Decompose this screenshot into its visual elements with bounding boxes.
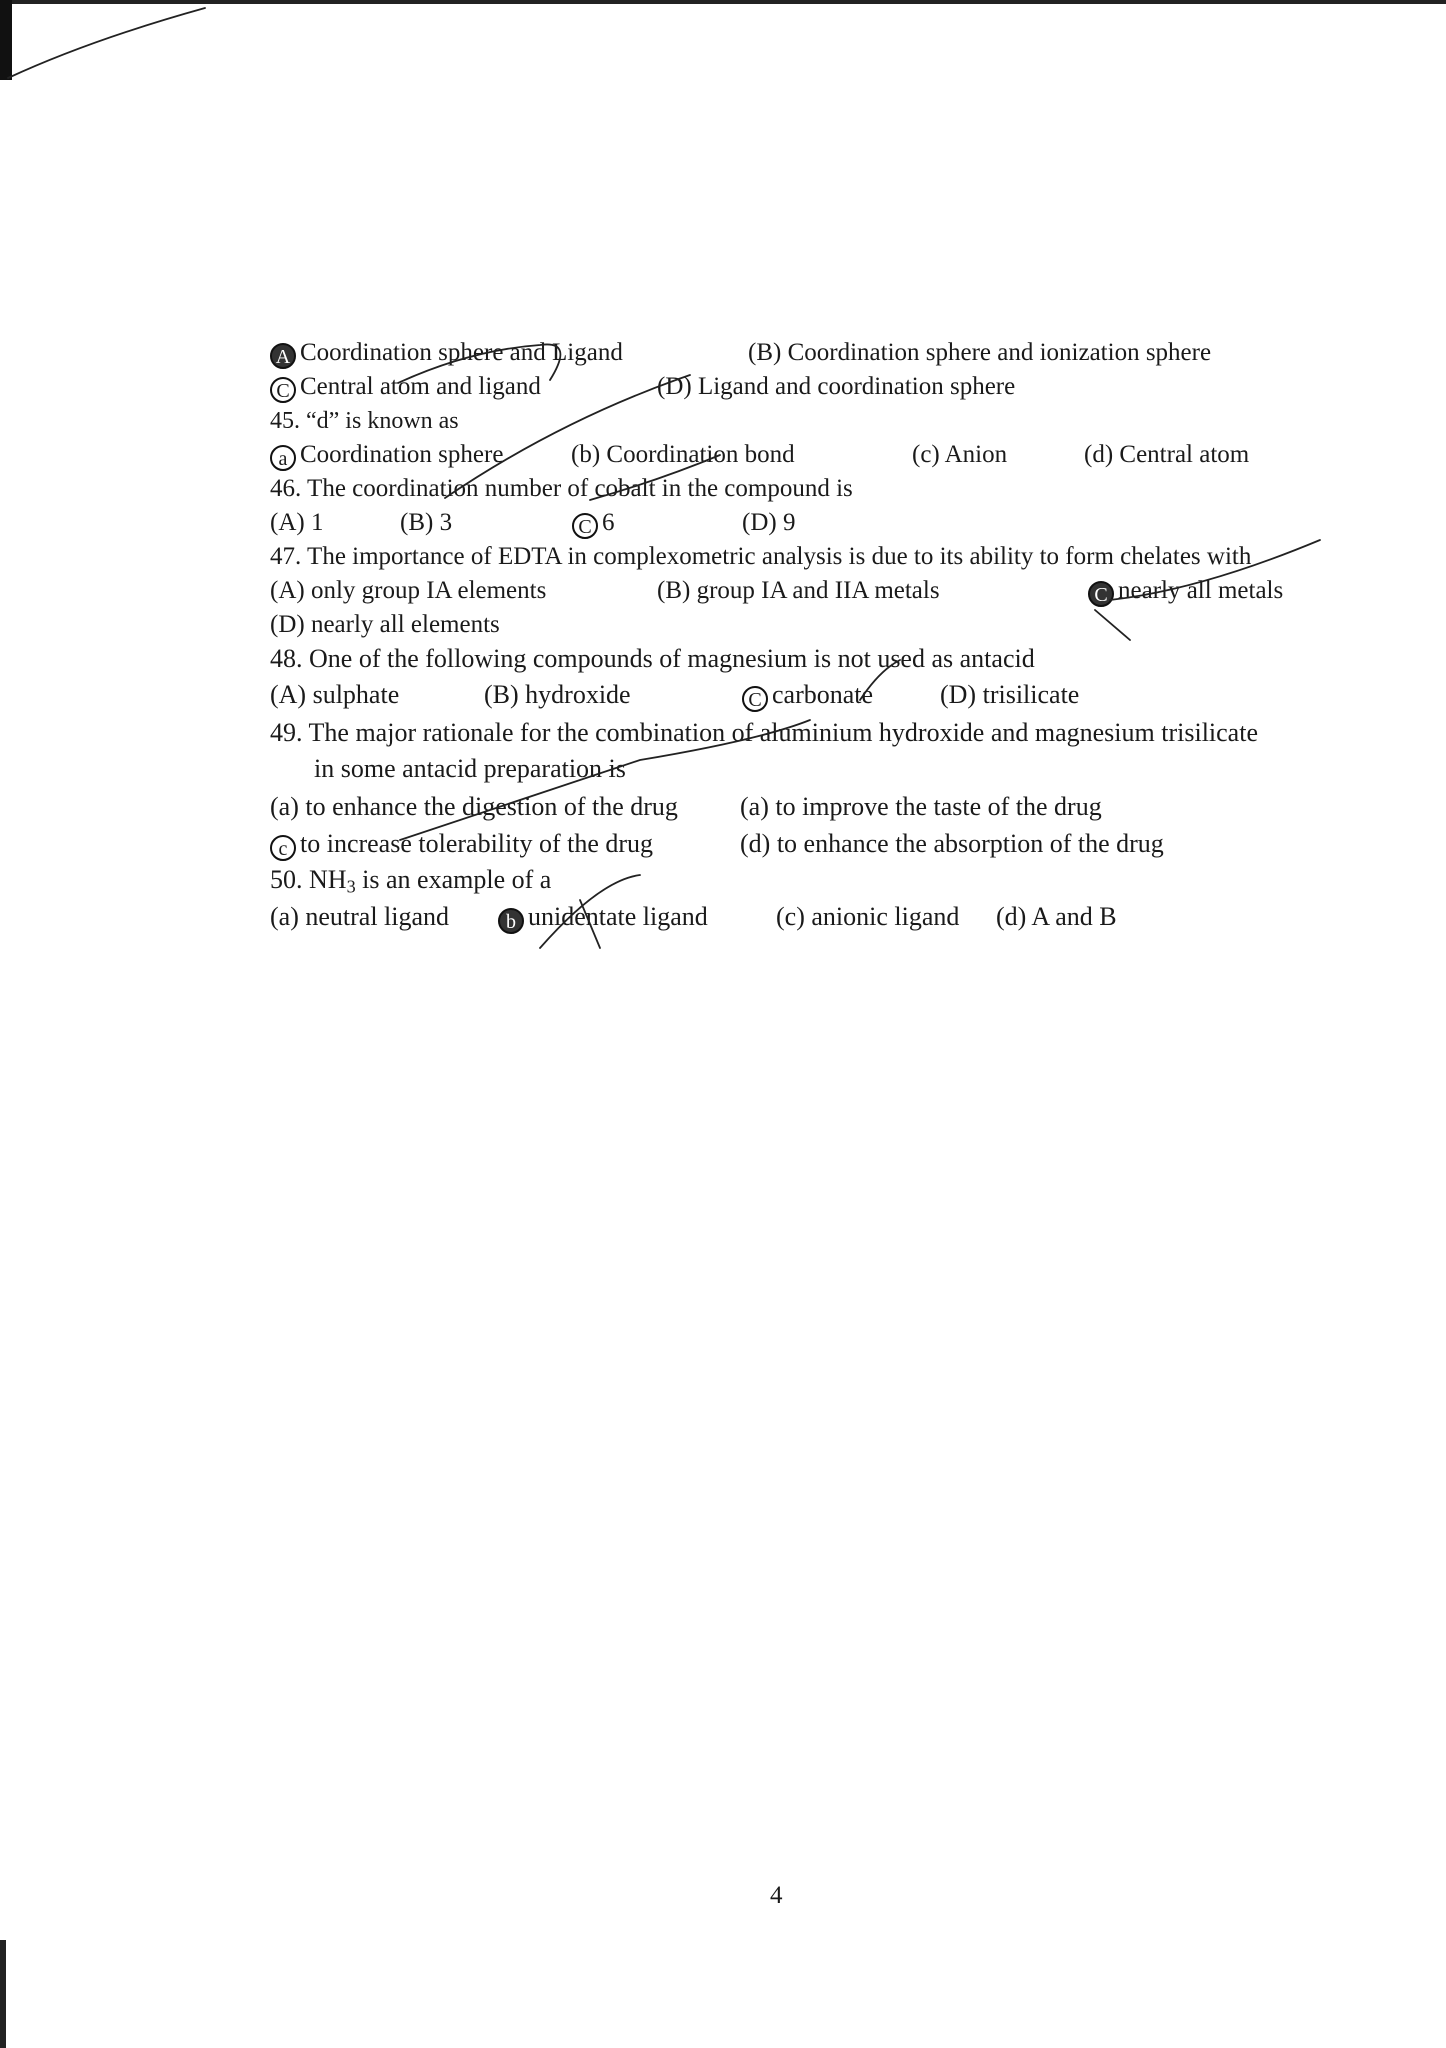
- q45-option-a-text: Coordination sphere: [300, 441, 504, 468]
- q48-option-d: (D) trisilicate: [940, 680, 1080, 709]
- q49-option-a: (a) to enhance the digestion of the drug: [270, 792, 678, 821]
- answer-circle-mark: b: [498, 908, 524, 934]
- q46-option-b: (B) 3: [400, 509, 453, 536]
- q50-option-a: (a) neutral ligand: [270, 902, 450, 931]
- q49-question: 49. The major rationale for the combination of aluminium hydroxide and magnesium trisilicate: [270, 718, 1258, 747]
- q46-option-c: [572, 508, 615, 539]
- q44-option-a: [270, 338, 623, 369]
- scan-edge-top: [0, 0, 1446, 4]
- answer-circle-mark: C: [742, 686, 768, 712]
- q44-option-b: (B) Coordination sphere and ionization sphere: [748, 339, 1212, 366]
- q45-option-d: (d) Central atom: [1084, 441, 1250, 468]
- q45-option-a: [270, 440, 503, 471]
- q46-option-d: (D) 9: [742, 509, 796, 536]
- q48-option-a: (A) sulphate: [270, 680, 400, 709]
- q44-option-a-text: Coordination sphere and Ligand: [300, 339, 623, 366]
- q48-option-c-text: carbonate: [772, 680, 874, 709]
- corner-pen-stroke: [8, 8, 205, 78]
- q50-option-b-text: unidentate ligand: [528, 902, 708, 931]
- q50-option-d: (d) A and B: [996, 902, 1117, 931]
- q50-question-text: 50. NH: [270, 865, 347, 894]
- answer-circle-mark: A: [270, 343, 296, 369]
- q44-option-d: (D) Ligand and coordination sphere: [657, 373, 1016, 400]
- q48-option-c: [742, 680, 873, 712]
- answer-circle-mark: c: [270, 835, 296, 861]
- answer-circle-mark: C: [1088, 581, 1114, 607]
- q49-option-b: (a) to improve the taste of the drug: [740, 792, 1102, 821]
- q45-option-b: (b) Coordination bond: [571, 441, 795, 468]
- q48-option-b: (B) hydroxide: [484, 680, 631, 709]
- answer-circle-mark: a: [270, 445, 296, 471]
- q47-option-a: (A) only group IA elements: [270, 577, 547, 604]
- q47-tick-stroke: [1095, 610, 1130, 640]
- q46-question: 46. The coordination number of cobalt in the compound is: [270, 475, 853, 502]
- q50-question-subscript: 3: [346, 876, 356, 897]
- q46-option-a: (A) 1: [270, 509, 324, 536]
- q46-option-c-text: 6: [602, 509, 615, 536]
- q47-option-c: [1088, 576, 1283, 607]
- q45-question: 45. “d” is known as: [270, 408, 459, 434]
- q47-option-b: (B) group IA and IIA metals: [657, 577, 940, 604]
- q44-option-c: [270, 372, 541, 403]
- scan-edge-left: [0, 0, 12, 80]
- answer-circle-mark: C: [270, 377, 296, 403]
- q47-option-d: (D) nearly all elements: [270, 611, 500, 638]
- q48-question: 48. One of the following compounds of magnesium is not used as antacid: [270, 644, 1035, 673]
- q47-question: 47. The importance of EDTA in complexometric analysis is due to its ability to form chelates with: [270, 543, 1252, 570]
- q49-question-continued: in some antacid preparation is: [314, 754, 626, 783]
- q50-option-b: [498, 902, 708, 934]
- q49-option-d: (d) to enhance the absorption of the drug: [740, 829, 1164, 858]
- page-number: 4: [770, 1882, 783, 1909]
- scan-edge-left-bottom: [0, 1940, 6, 2048]
- q49-option-c-text: to increase tolerability of the drug: [300, 829, 654, 858]
- q50-question-text-end: is an example of a: [355, 865, 552, 894]
- q45-option-c: (c) Anion: [912, 441, 1008, 468]
- q47-option-c-text: nearly all metals: [1118, 577, 1284, 604]
- q50-option-c: (c) anionic ligand: [776, 902, 960, 931]
- q44-option-c-text: Central atom and ligand: [300, 373, 541, 400]
- q50-question: [270, 865, 551, 895]
- q49-option-c: [270, 829, 653, 861]
- answer-circle-mark: C: [572, 513, 598, 539]
